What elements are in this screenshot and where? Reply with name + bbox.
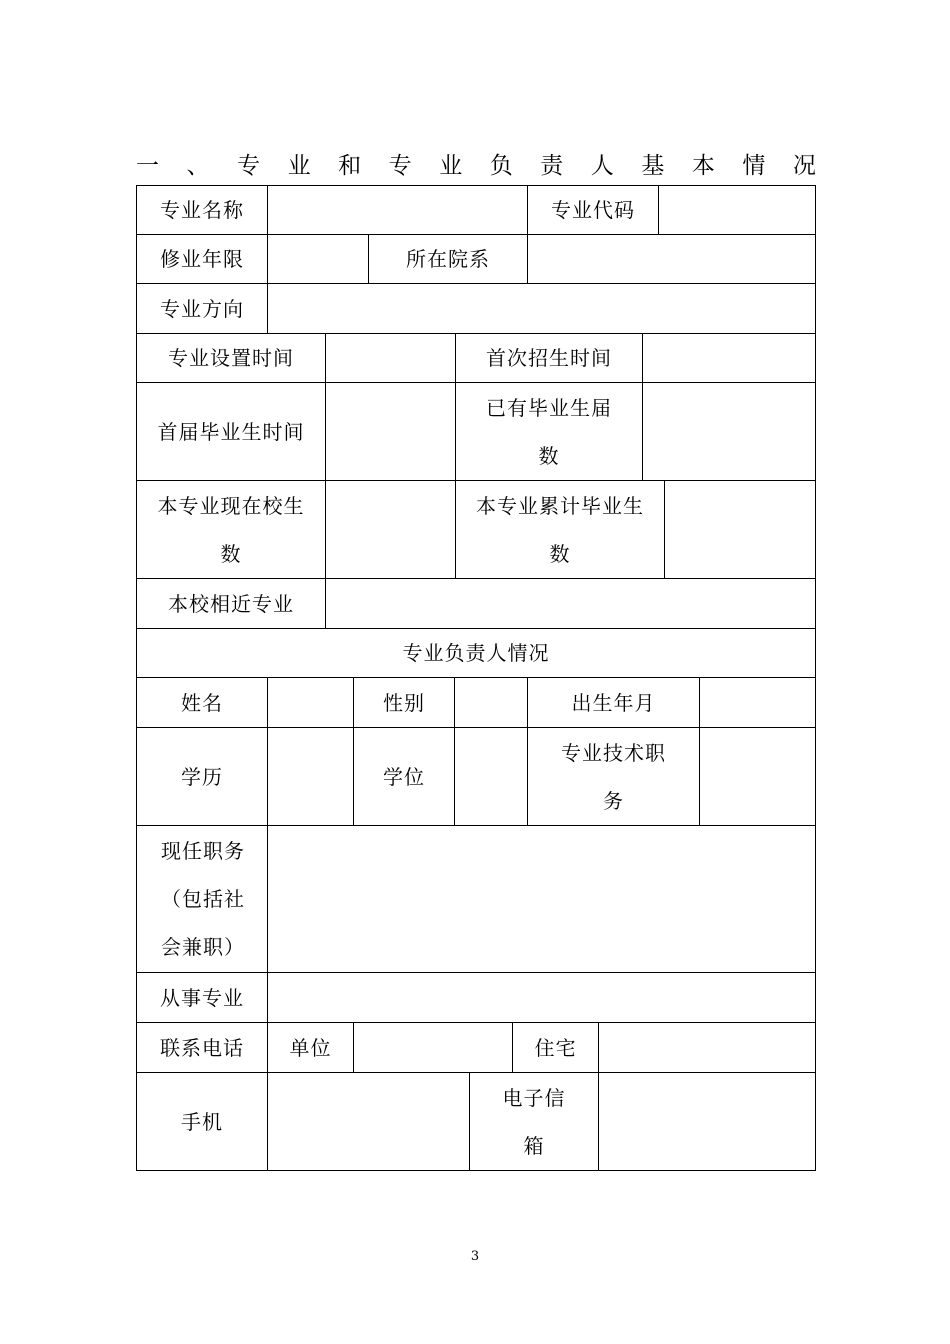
label-degree: 学位 [353, 728, 454, 825]
label-major-code: 专业代码 [527, 186, 658, 234]
label-name: 姓名 [181, 690, 223, 715]
title-char: 本 [691, 152, 715, 179]
label-home-phone: 住宅 [512, 1023, 598, 1072]
label-gender: 性别 [353, 678, 454, 727]
label-major-direction: 专业方向 [160, 296, 244, 321]
title-char: 业 [439, 152, 463, 179]
field-setup-time[interactable] [325, 334, 455, 382]
title-char: 专 [388, 152, 412, 179]
label-similar-majors: 本校相近专业 [168, 591, 294, 616]
title-char: 责 [540, 152, 564, 179]
title-char: 业 [287, 152, 311, 179]
field-field[interactable] [267, 973, 815, 1022]
label-birth: 出生年月 [527, 678, 699, 727]
page-number: 3 [470, 1249, 480, 1264]
row-head-section [136, 629, 816, 678]
field-gender[interactable] [454, 678, 527, 727]
row-current-post [136, 826, 816, 973]
field-current-post[interactable] [267, 826, 815, 972]
label-work-phone: 单位 [267, 1023, 353, 1072]
row-phone [136, 1023, 816, 1073]
title-char: 情 [742, 152, 766, 179]
title-char: 、 [186, 152, 210, 179]
field-email[interactable] [598, 1073, 815, 1170]
row-students [136, 481, 816, 579]
label-education: 学历 [181, 764, 223, 789]
major-info-table [136, 185, 816, 1171]
row-similar-majors [136, 579, 816, 629]
row-education [136, 728, 816, 826]
label-current-post: 现任职务（包括社会兼职） [161, 839, 245, 959]
label-phone: 联系电话 [160, 1035, 244, 1060]
field-similar-majors[interactable] [325, 579, 815, 628]
label-tech-title: 专业技术职务 [527, 728, 699, 825]
label-field: 从事专业 [160, 985, 244, 1010]
field-work-phone[interactable] [353, 1023, 512, 1072]
field-major-direction[interactable] [267, 284, 815, 333]
label-major-name: 专业名称 [160, 198, 244, 222]
label-email: 电子信箱 [469, 1073, 598, 1170]
label-total-graduates: 本专业累计毕业生数 [455, 481, 664, 578]
field-education[interactable] [267, 728, 353, 825]
row-mobile [136, 1073, 816, 1171]
field-grad-cohorts[interactable] [642, 383, 815, 480]
field-major-name[interactable] [267, 186, 527, 234]
label-study-years: 修业年限 [160, 247, 244, 271]
label-grad-cohorts: 已有毕业生届数 [455, 383, 642, 480]
label-setup-time: 专业设置时间 [168, 346, 294, 370]
row-first-grad [136, 383, 816, 481]
row-study-years [136, 235, 816, 284]
title-char: 基 [641, 152, 665, 179]
field-degree[interactable] [454, 728, 527, 825]
row-field [136, 973, 816, 1023]
field-home-phone[interactable] [598, 1023, 815, 1072]
title-char: 负 [489, 152, 513, 179]
field-first-grad-time[interactable] [325, 383, 455, 480]
label-department: 所在院系 [368, 235, 527, 283]
field-first-enroll-time[interactable] [642, 334, 815, 382]
field-mobile[interactable] [267, 1073, 469, 1170]
field-total-graduates[interactable] [664, 481, 815, 578]
label-first-grad-time: 首届毕业生时间 [157, 419, 305, 444]
label-current-students: 本专业现在校生数 [157, 493, 305, 566]
row-major-direction [136, 284, 816, 334]
title-char: 一 [136, 152, 159, 179]
row-name [136, 678, 816, 728]
title-char: 人 [590, 152, 614, 179]
field-major-code[interactable] [658, 186, 815, 234]
field-tech-title[interactable] [699, 728, 815, 825]
field-department[interactable] [527, 235, 815, 283]
row-setup-time [136, 334, 816, 383]
field-current-students[interactable] [325, 481, 455, 578]
field-name[interactable] [267, 678, 353, 727]
page-title [136, 143, 816, 183]
row-major-name [136, 185, 816, 235]
label-first-enroll-time: 首次招生时间 [455, 334, 642, 382]
field-study-years[interactable] [267, 235, 368, 283]
title-char: 况 [792, 152, 816, 179]
title-char: 和 [338, 152, 362, 179]
label-mobile: 手机 [181, 1109, 223, 1134]
title-char: 专 [237, 152, 261, 179]
field-birth[interactable] [699, 678, 815, 727]
section-head-title: 专业负责人情况 [402, 641, 550, 665]
